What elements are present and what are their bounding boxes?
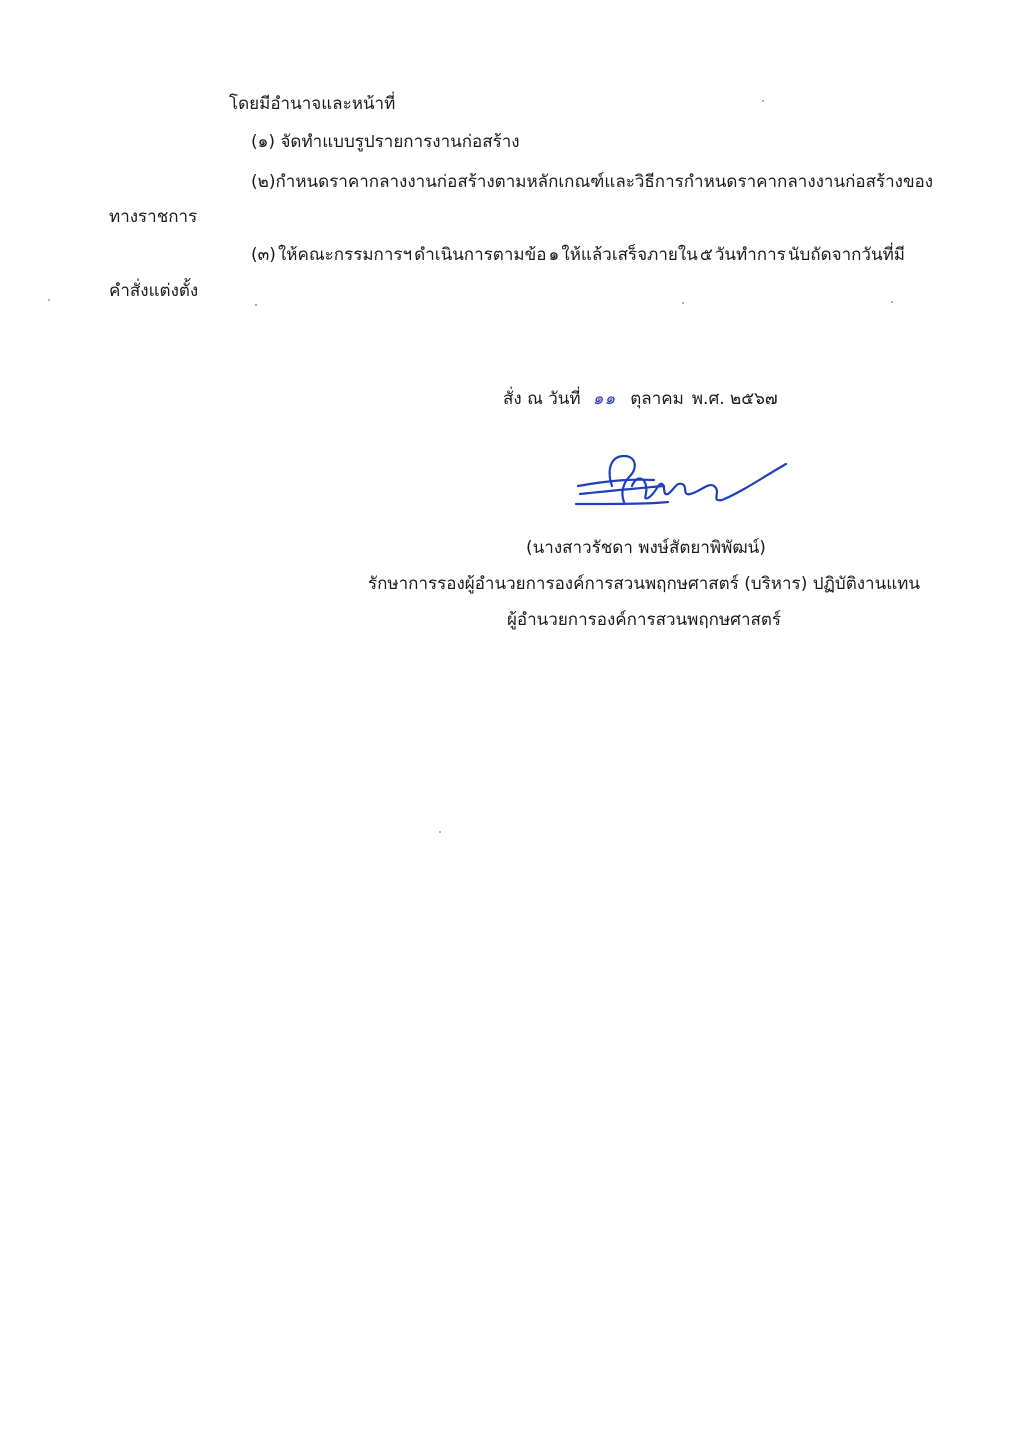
duty-3-word: ๕ [699, 245, 713, 265]
scan-speck [682, 302, 684, 304]
duty-2-word: กำหนดราคากลางงานก่อสร้างตามหลักเกณฑ์และวิธีการกำหนดราคากลางงานก่อสร้างของ [275, 172, 934, 192]
duty-3-word: ให้แล้วเสร็จภายใน [561, 245, 698, 265]
duty-3 [251, 243, 905, 267]
signatory-name: (นางสาวรัชดา พงษ์สัตยาพิพัฒน์) [526, 538, 766, 558]
duty-2-word: (๒) [251, 172, 276, 192]
signature-image [572, 446, 792, 516]
duty-2-continued: ทางราชการ [109, 207, 198, 227]
duty-3-continued: คำสั่งแต่งตั้ง [109, 281, 199, 301]
scan-speck [255, 304, 257, 306]
scan-speck [891, 301, 893, 303]
scan-speck [439, 831, 441, 833]
order-date-day: ๑๑ [592, 389, 617, 409]
duty-2 [251, 170, 934, 194]
authority-intro: โดยมีอำนาจและหน้าที่ [229, 94, 396, 114]
signatory-position-2: ผู้อำนวยการองค์การสวนพฤกษศาสตร์ [506, 610, 782, 630]
duty-3-word: ให้คณะกรรมการฯ [278, 245, 413, 265]
order-date-prefix: สั่ง ณ วันที่ [503, 389, 581, 409]
scan-speck [48, 299, 50, 301]
order-date-year: พ.ศ. ๒๕๖๗ [691, 389, 778, 409]
order-date-month: ตุลาคม [630, 389, 684, 409]
duty-3-word: นับถัดจากวันที่มี [787, 245, 905, 265]
duty-3-word: วันทำการ [714, 245, 786, 265]
order-date [503, 387, 778, 411]
scan-speck [762, 100, 764, 102]
signatory-position-1: รักษาการรองผู้อำนวยการองค์การสวนพฤกษศาสตร์ (บริหาร) ปฏิบัติงานแทน [367, 574, 921, 594]
duty-3-word: ดำเนินการตามข้อ [414, 245, 547, 265]
duty-3-word: ๑ [548, 245, 560, 265]
duty-3-word: (๓) [251, 245, 276, 265]
duty-1: (๑) จัดทำแบบรูปรายการงานก่อสร้าง [251, 132, 520, 152]
